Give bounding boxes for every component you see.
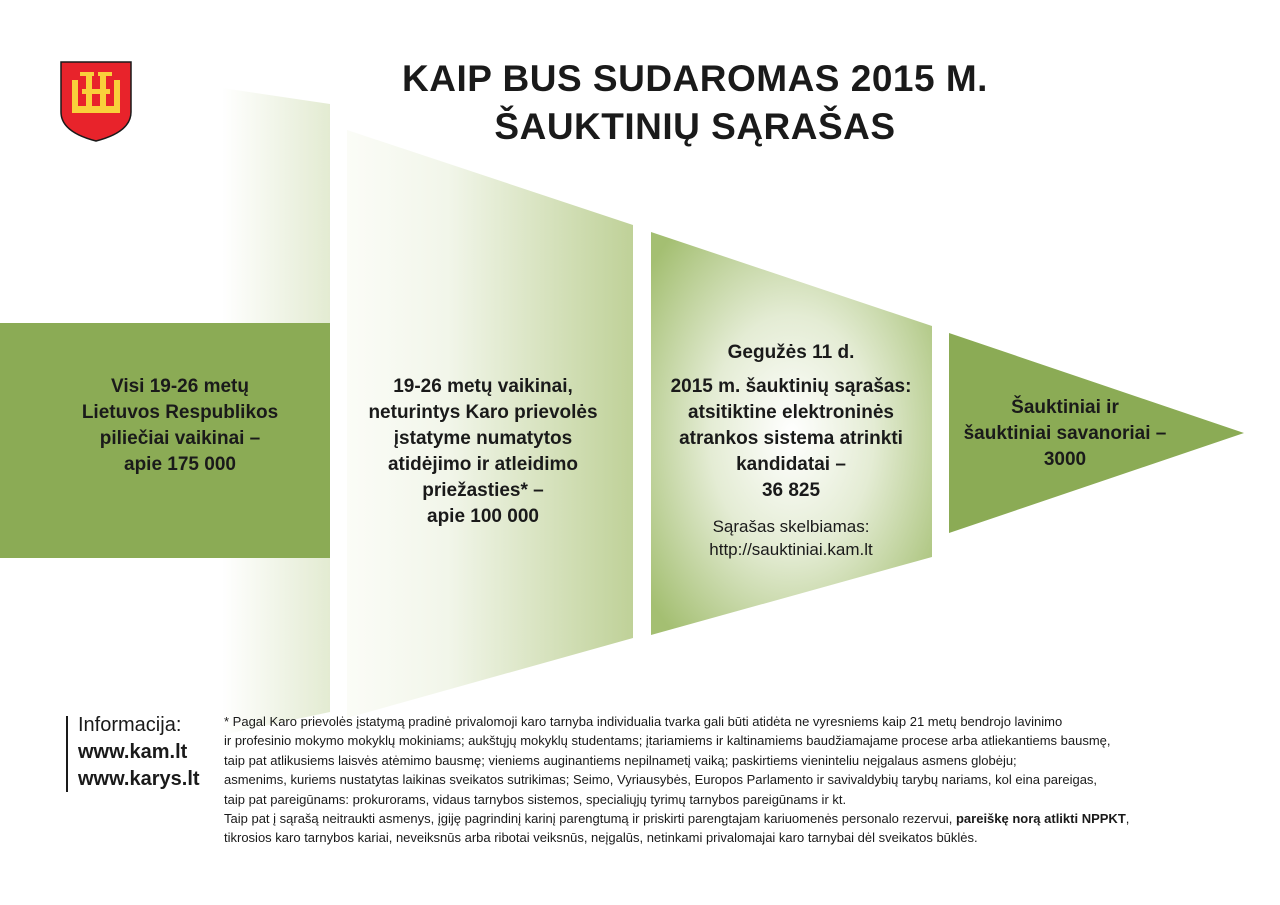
stage-2-text xyxy=(352,374,614,530)
info-label: Informacija: xyxy=(78,714,182,736)
stage-2-line: įstatyme numatytos xyxy=(393,428,573,449)
stage-2-line: 19-26 metų vaikinai, xyxy=(393,376,573,397)
stage-3-note xyxy=(660,515,922,561)
footnote-line: tikrosios karo tarnybos kariai, neveiksnūs arba ribotai veiksnūs, neįgalūs, netinkami privalomajai karo tarnybai dėl sveikatos būklės. xyxy=(224,830,978,846)
stage-1-text xyxy=(40,374,320,478)
footnote-line-text: Taip pat į sąrašą neitraukti asmenys, įgiję pagrindinį karinį parengtumą ir priskirti parengtajam kariuomenės personalo rezervui, xyxy=(224,811,953,827)
stage-2-line: neturintys Karo prievolės xyxy=(368,402,598,423)
footnote-line: ir profesinio mokymo mokyklų mokiniams; aukštųjų mokyklų studentams; įtariamiems ir kaltinamiems baudžiamajame procese arba atliekantiems bausmę, xyxy=(224,733,1111,749)
stage-2-count: apie 100 000 xyxy=(427,506,539,527)
link-karys[interactable]: www.karys.lt xyxy=(78,768,200,790)
stage-3-text xyxy=(660,374,922,504)
stage-3-line: kandidatai – xyxy=(736,454,846,475)
footnote-emphasis: pareiškę norą atlikti NPPKT xyxy=(955,811,1126,827)
stage-3-line: 2015 m. šauktinių sąrašas: xyxy=(670,376,912,397)
title-line-2: ŠAUKTINIŲ SĄRAŠAS xyxy=(494,106,896,147)
stage-3-count: 36 825 xyxy=(761,480,821,501)
stage-3-url[interactable]: http://sauktiniai.kam.lt xyxy=(709,540,873,559)
footnote xyxy=(224,712,1224,848)
stage-3-line: atsitiktine elektroninės xyxy=(688,402,894,423)
link-kam[interactable]: www.kam.lt xyxy=(78,741,188,763)
coat-of-arms-icon xyxy=(61,62,131,141)
stage-4-count: 3000 xyxy=(1043,449,1087,470)
footnote-punct: , xyxy=(1125,811,1130,827)
footnote-line xyxy=(224,809,1224,828)
stage-4-line: Šauktiniai ir xyxy=(1011,397,1119,418)
stage-3-date: Gegužės 11 d. xyxy=(727,342,855,363)
stage-3-line: atrankos sistema atrinkti xyxy=(679,428,903,449)
stage-4-text xyxy=(950,395,1180,473)
stage-3-note-line: Sąrašas skelbiamas: xyxy=(712,517,870,536)
stage-2-line: atidėjimo ir atleidimo xyxy=(387,454,579,475)
footnote-line: * Pagal Karo prievolės įstatymą pradinė privalomoji karo tarnyba individualia tvarka gali būti atidėta ne vyresniems kaip 21 metų bendrojo lavinimo xyxy=(224,714,1063,729)
stage-2-line: priežasties* – xyxy=(422,480,544,501)
stage-1-line: Lietuvos Respublikos xyxy=(81,402,279,423)
stage-1-line: piliečiai vaikinai – xyxy=(99,428,261,449)
stage-4-line: šauktiniai savanoriai – xyxy=(963,423,1167,444)
stage-1-count: apie 175 000 xyxy=(124,454,236,475)
info-divider xyxy=(66,716,68,792)
footnote-line: taip pat pareigūnams: prokurorams, vidaus tarnybos sistemos, specialiųjų tyrimų tarnybos pareigūnams ir kt. xyxy=(224,791,847,807)
title-line-1: KAIP BUS SUDAROMAS 2015 M. xyxy=(402,58,988,99)
stage-1-line: Visi 19-26 metų xyxy=(110,376,249,397)
footnote-line: asmenims, kuriems nustatytas laikinas sveikatos sutrikimas; Seimo, Vyriausybės, Europos Parlamento ir savivaldybių tarybų nariams, kol eina pareigas, xyxy=(224,772,1098,788)
footnote-line: taip pat atlikusiems laisvės atėmimo bausmę; vieniems auginantiems nepilnametį vaiką; paskirtiems vieninteliu neįgalaus asmens globėju; xyxy=(224,752,1017,768)
